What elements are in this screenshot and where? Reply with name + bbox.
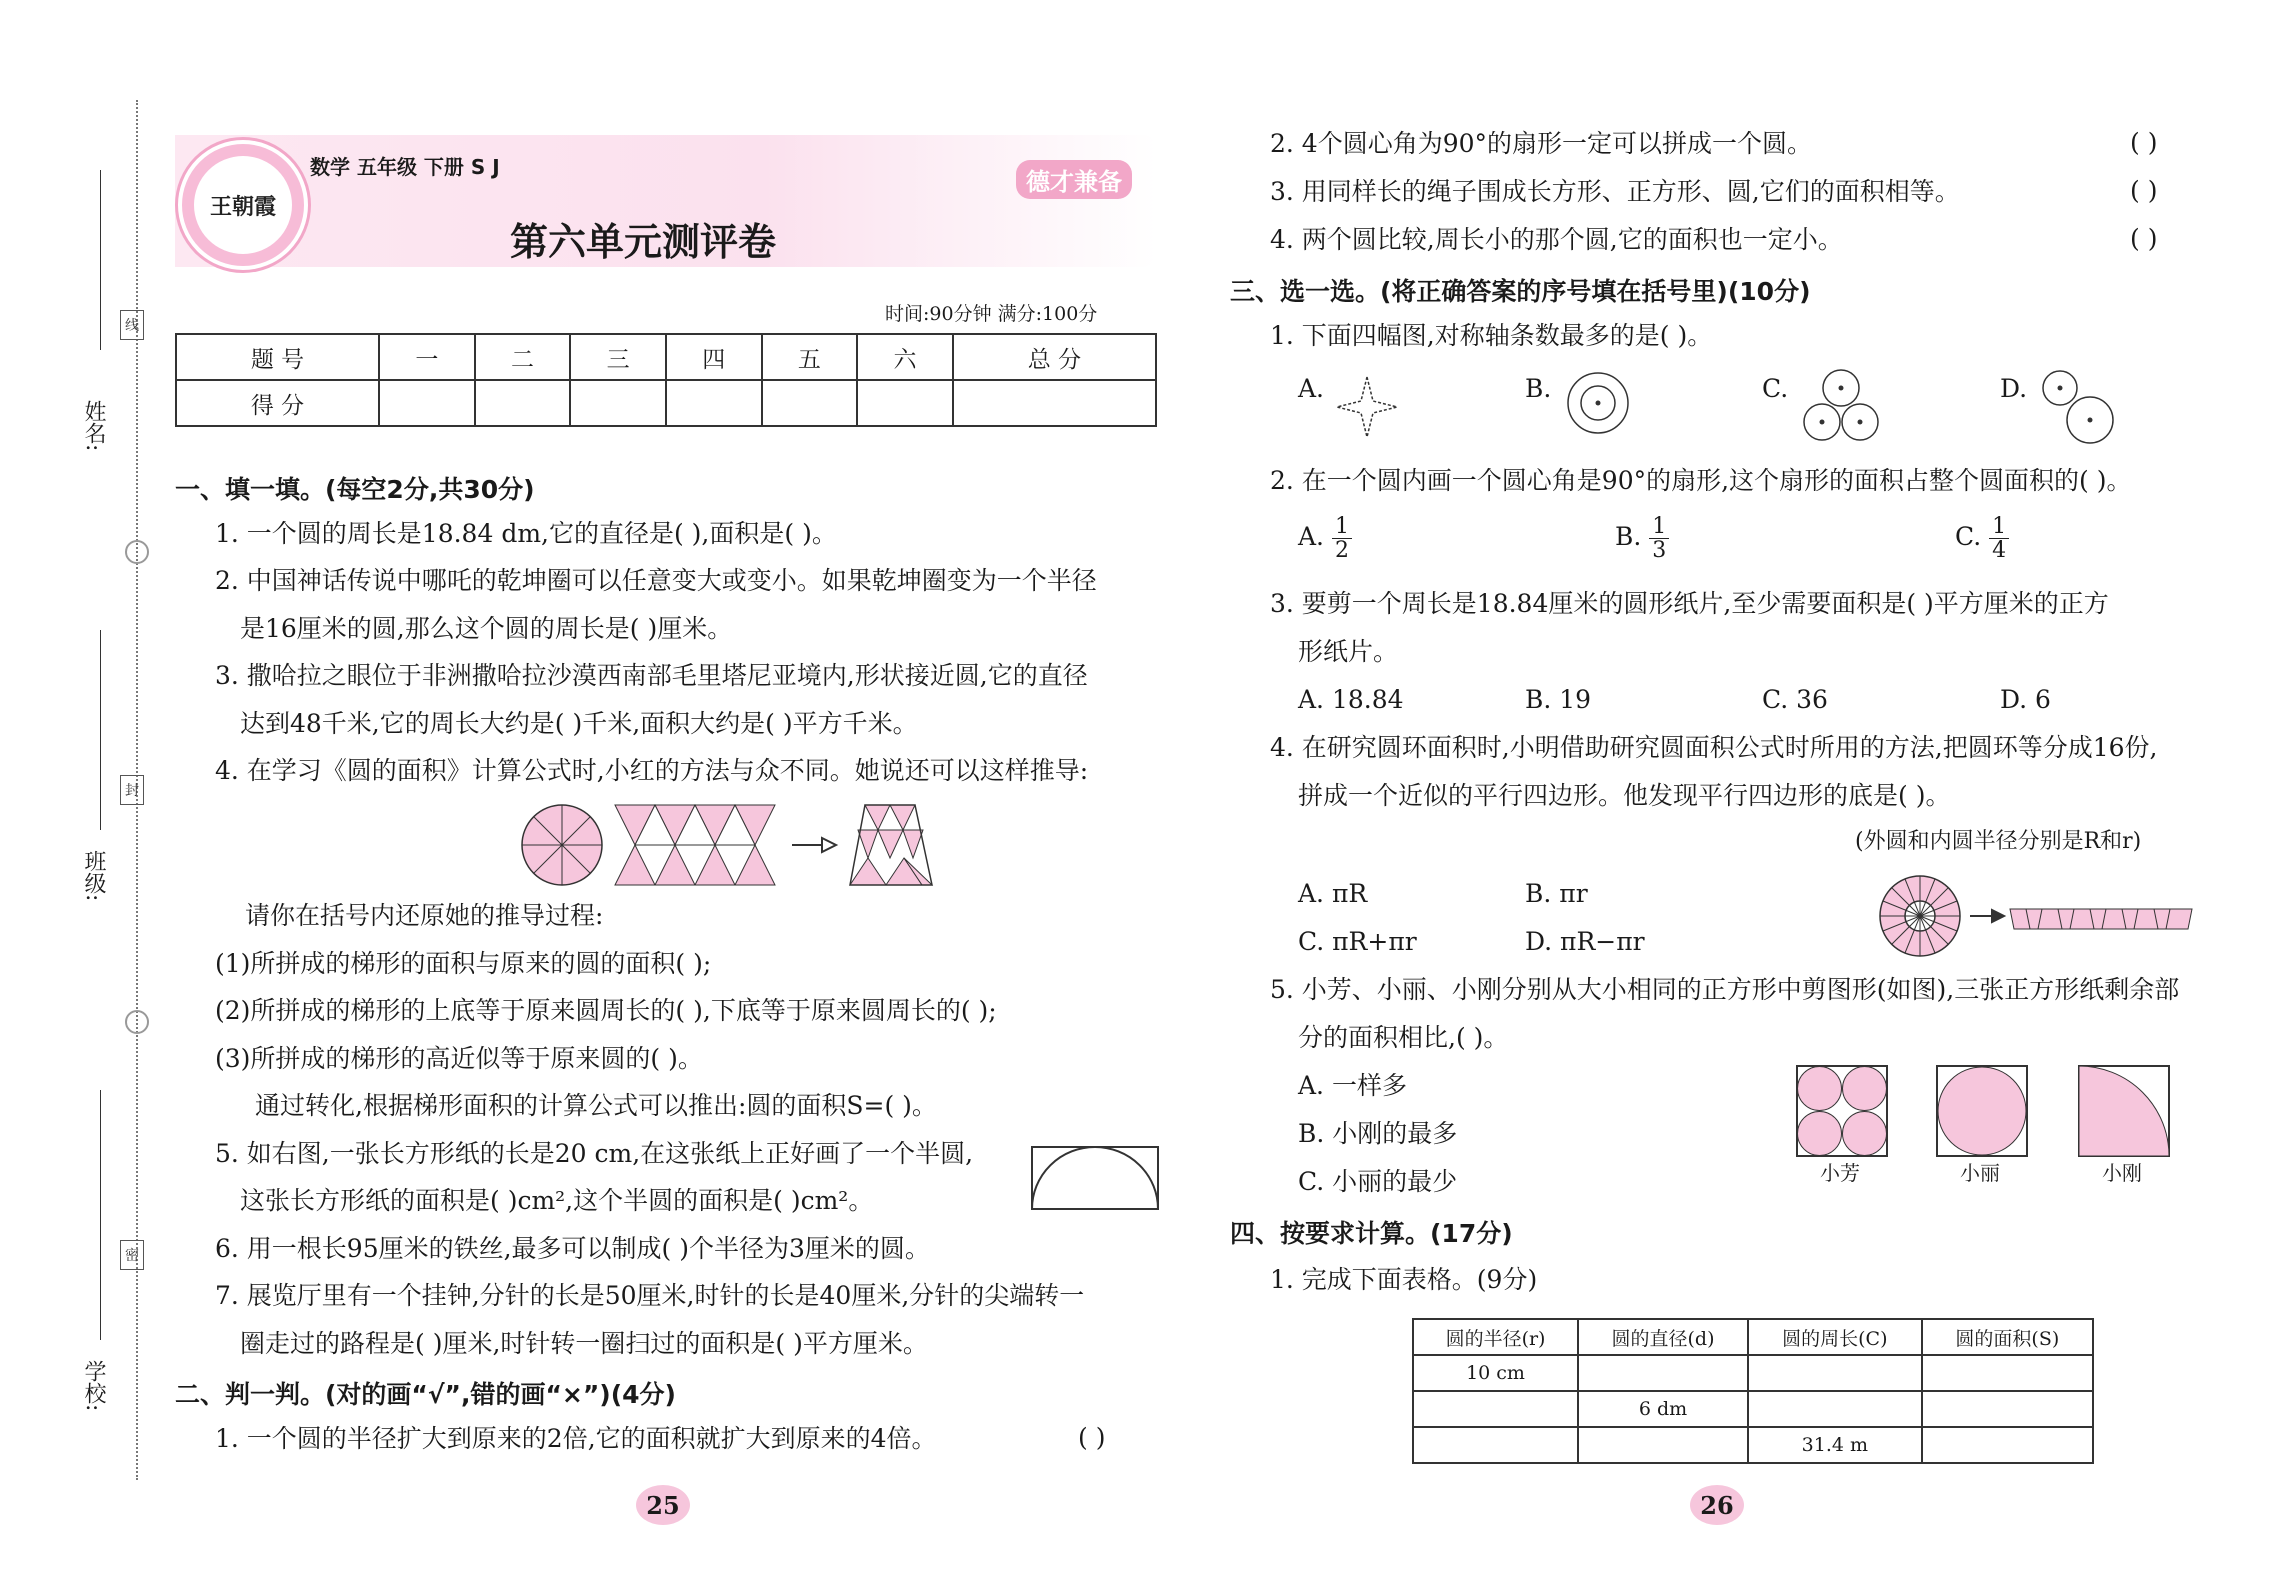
score-cell[interactable] bbox=[666, 380, 762, 426]
table-cell[interactable] bbox=[1413, 1427, 1578, 1463]
score-cell[interactable] bbox=[379, 380, 475, 426]
s3-q1-opt-a[interactable]: A. bbox=[1298, 374, 1325, 403]
section1-heading: 一、填一填。(每空2分,共30分) bbox=[175, 475, 535, 504]
s1-q2-line1: 2. 中国神话传说中哪吒的乾坤圈可以任意变大或变小。如果乾坤圈变为一个半径 bbox=[215, 566, 1097, 595]
score-header-cell: 四 bbox=[666, 334, 762, 380]
s3-q5-opt-b[interactable]: B. 小刚的最多 bbox=[1298, 1119, 1458, 1148]
two-circles-icon bbox=[2040, 368, 2116, 446]
score-header-cell: 二 bbox=[475, 334, 571, 380]
time-info: 时间:90分钟 满分:100分 bbox=[885, 303, 1098, 325]
table-header-cell: 圆的半径(r) bbox=[1413, 1319, 1578, 1355]
score-header-cell: 三 bbox=[570, 334, 666, 380]
answer-bracket[interactable]: ( ) bbox=[1078, 1423, 1106, 1452]
answer-bracket[interactable]: ( ) bbox=[2130, 176, 2158, 205]
table-cell[interactable] bbox=[1922, 1355, 2093, 1391]
figure-caption: 小刚 bbox=[2102, 1161, 2142, 1185]
option-letter: A. bbox=[1298, 522, 1325, 552]
fraction-one-half: $\frac{1}{2}$ bbox=[1332, 515, 1352, 562]
s2-q2: 2. 4个圆心角为90°的扇形一定可以拼成一个圆。 bbox=[1270, 129, 1813, 158]
s3-q4-opt-a[interactable]: A. πR bbox=[1298, 879, 1368, 908]
answer-bracket[interactable]: ( ) bbox=[2130, 128, 2158, 157]
s1-q1: 1. 一个圆的周长是18.84 dm,它的直径是( ),面积是( )。 bbox=[215, 519, 837, 548]
table-cell: 10 cm bbox=[1413, 1355, 1578, 1391]
s3-q3-opt-c[interactable]: C. 36 bbox=[1762, 685, 1828, 714]
figure-caption: 小丽 bbox=[1960, 1161, 2000, 1185]
s3-q1-opt-b[interactable]: B. bbox=[1525, 374, 1552, 403]
table-header-cell: 圆的面积(S) bbox=[1922, 1319, 2093, 1355]
page-number-right: 26 bbox=[1690, 1485, 1744, 1525]
s1-q7-line1: 7. 展览厅里有一个挂钟,分针的长是50厘米,时针的长是40厘米,分针的尖端转一 bbox=[215, 1281, 1085, 1310]
s3-q5-opt-a[interactable]: A. 一样多 bbox=[1298, 1071, 1407, 1100]
table-cell[interactable] bbox=[1922, 1391, 2093, 1427]
s3-q2-opt-b[interactable] bbox=[1615, 515, 1669, 562]
s1-q7-line2: 圈走过的路程是( )厘米,时针转一圈扫过的面积是( )平方厘米。 bbox=[240, 1329, 928, 1358]
brand-logo bbox=[178, 140, 308, 270]
s3-q3-line1: 3. 要剪一个周长是18.84厘米的圆形纸片,至少需要面积是( )平方厘米的正方 bbox=[1270, 589, 2109, 618]
section2-heading: 二、判一判。(对的画“√”,错的画“×”)(4分) bbox=[175, 1380, 676, 1409]
ring-icon bbox=[125, 540, 149, 564]
school-label: 学校: bbox=[81, 1360, 106, 1412]
s3-q4-opt-c[interactable]: C. πR+πr bbox=[1298, 927, 1417, 956]
score-header-cell: 题 号 bbox=[176, 334, 379, 380]
answer-bracket[interactable]: ( ) bbox=[2130, 224, 2158, 253]
s3-q1: 1. 下面四幅图,对称轴条数最多的是( )。 bbox=[1270, 321, 1713, 350]
s3-q5-line1: 5. 小芳、小丽、小刚分别从大小相同的正方形中剪图形(如图),三张正方形纸剩余部 bbox=[1270, 975, 2180, 1004]
table-cell: 31.4 m bbox=[1748, 1427, 1922, 1463]
page-number-left: 25 bbox=[636, 1485, 690, 1525]
s3-q3-opt-a[interactable]: A. 18.84 bbox=[1298, 685, 1404, 714]
table-cell[interactable] bbox=[1413, 1391, 1578, 1427]
fraction-one-third: $\frac{1}{3}$ bbox=[1649, 515, 1669, 562]
page-title: 第六单元测评卷 bbox=[510, 220, 777, 264]
score-header-cell: 五 bbox=[762, 334, 858, 380]
s2-q3: 3. 用同样长的绳子围成长方形、正方形、圆,它们的面积相等。 bbox=[1270, 177, 1960, 206]
class-label: 班级: bbox=[81, 850, 106, 902]
s2-q1: 1. 一个圆的半径扩大到原来的2倍,它的面积就扩大到原来的4倍。 bbox=[215, 1424, 937, 1453]
s4-q1: 1. 完成下面表格。(9分) bbox=[1270, 1265, 1538, 1294]
class-underline bbox=[100, 630, 101, 830]
score-header-cell: 一 bbox=[379, 334, 475, 380]
s3-q3-opt-d[interactable]: D. 6 bbox=[2000, 685, 2051, 714]
score-cell[interactable] bbox=[762, 380, 858, 426]
s1-q4: 4. 在学习《圆的面积》计算公式时,小红的方法与众不同。她说还可以这样推导: bbox=[215, 756, 1089, 785]
s1-q4-prompt: 请你在括号内还原她的推导过程: bbox=[245, 901, 604, 930]
subject-info: 数学 五年级 下册 S J bbox=[310, 155, 500, 179]
s3-q2-opt-a[interactable] bbox=[1298, 515, 1352, 562]
score-cell[interactable] bbox=[953, 380, 1156, 426]
four-point-star-icon bbox=[1335, 375, 1399, 439]
concentric-circles-icon bbox=[1565, 370, 1631, 436]
score-header-cell: 总 分 bbox=[953, 334, 1156, 380]
s3-q2: 2. 在一个圆内画一个圆心角是90°的扇形,这个扇形的面积占整个圆面积的( )。 bbox=[1270, 466, 2132, 495]
ring-icon bbox=[125, 1010, 149, 1034]
table-cell[interactable] bbox=[1922, 1427, 2093, 1463]
circle-calc-table bbox=[1412, 1318, 2094, 1464]
score-cell[interactable] bbox=[570, 380, 666, 426]
option-letter: B. bbox=[1615, 522, 1642, 552]
s1-q2-line2: 是16厘米的圆,那么这个圆的周长是( )厘米。 bbox=[240, 614, 733, 643]
s3-q1-opt-c[interactable]: C. bbox=[1762, 374, 1789, 403]
s1-q3-line2: 达到48千米,它的周长大约是( )千米,面积大约是( )平方千米。 bbox=[240, 709, 918, 738]
score-cell[interactable] bbox=[475, 380, 571, 426]
seal-mark-secret: 密 bbox=[120, 1240, 144, 1270]
section4-heading: 四、按要求计算。(17分) bbox=[1230, 1219, 1513, 1248]
seal-mark-line: 线 bbox=[120, 310, 144, 340]
s1-q5-line1: 5. 如右图,一张长方形纸的长是20 cm,在这张纸上正好画了一个半圆, bbox=[215, 1139, 974, 1168]
circle-to-trapezoid-figure bbox=[520, 800, 980, 890]
section3-heading: 三、选一选。(将正确答案的序号填在括号里)(10分) bbox=[1230, 277, 1811, 306]
s3-q2-opt-c[interactable] bbox=[1955, 515, 2009, 562]
table-cell[interactable] bbox=[1748, 1391, 1922, 1427]
s3-q4-line2: 拼成一个近似的平行四边形。他发现平行四边形的底是( )。 bbox=[1298, 781, 1951, 810]
table-cell[interactable] bbox=[1748, 1355, 1922, 1391]
semicircle-rectangle-figure bbox=[1030, 1145, 1160, 1211]
name-underline bbox=[100, 170, 101, 350]
quarter-circle-square-figure bbox=[2078, 1065, 2170, 1157]
s3-q3-line2: 形纸片。 bbox=[1298, 637, 1399, 666]
table-header-cell: 圆的周长(C) bbox=[1748, 1319, 1922, 1355]
score-cell[interactable] bbox=[857, 380, 953, 426]
s1-q6: 6. 用一根长95厘米的铁丝,最多可以制成( )个半径为3厘米的圆。 bbox=[215, 1234, 930, 1263]
option-letter: C. bbox=[1955, 522, 1982, 552]
motto-badge: 德才兼备 bbox=[1016, 160, 1132, 199]
s3-q4-line1: 4. 在研究圆环面积时,小明借助研究圆面积公式时所用的方法,把圆环等分成16份, bbox=[1270, 733, 2158, 762]
three-circles-icon bbox=[1800, 368, 1882, 444]
table-cell: 6 dm bbox=[1578, 1391, 1748, 1427]
table-header-cell: 圆的直径(d) bbox=[1578, 1319, 1748, 1355]
school-underline bbox=[100, 1090, 101, 1340]
seal-mark-seal: 封 bbox=[120, 775, 144, 805]
s1-q4-step1: (1)所拼成的梯形的面积与原来的圆的面积( ); bbox=[215, 949, 712, 978]
table-row bbox=[1413, 1391, 2093, 1427]
table-row bbox=[1413, 1355, 2093, 1391]
s1-q3-line1: 3. 撒哈拉之眼位于非洲撒哈拉沙漠西南部毛里塔尼亚境内,形状接近圆,它的直径 bbox=[215, 661, 1088, 690]
s1-q4-conclusion: 通过转化,根据梯形面积的计算公式可以推出:圆的面积S=( )。 bbox=[255, 1091, 937, 1120]
fraction-one-fourth: $\frac{1}{4}$ bbox=[1989, 515, 2009, 562]
s3-q1-opt-d[interactable]: D. bbox=[2000, 374, 2028, 403]
s3-q5-opt-c[interactable]: C. 小丽的最少 bbox=[1298, 1167, 1458, 1196]
s3-q4-note: (外圆和内圆半径分别是R和r) bbox=[1855, 829, 2142, 854]
table-cell[interactable] bbox=[1578, 1355, 1748, 1391]
score-table bbox=[175, 333, 1157, 427]
four-circles-square-figure bbox=[1796, 1065, 1888, 1157]
s3-q3-opt-b[interactable]: B. 19 bbox=[1525, 685, 1592, 714]
score-header-cell: 六 bbox=[857, 334, 953, 380]
score-row-label: 得 分 bbox=[176, 380, 379, 426]
name-label: 姓名: bbox=[81, 400, 106, 452]
s1-q5-line2: 这张长方形纸的面积是( )cm²,这个半圆的面积是( )cm²。 bbox=[240, 1186, 874, 1215]
ring-to-parallelogram-figure bbox=[1878, 873, 2198, 959]
one-circle-square-figure bbox=[1936, 1065, 2028, 1157]
s1-q4-step3: (3)所拼成的梯形的高近似等于原来圆的( )。 bbox=[215, 1044, 703, 1073]
s1-q4-step2: (2)所拼成的梯形的上底等于原来圆周长的( ),下底等于原来圆周长的( ); bbox=[215, 996, 997, 1025]
figure-caption: 小芳 bbox=[1820, 1161, 1860, 1185]
table-cell[interactable] bbox=[1578, 1427, 1748, 1463]
s3-q4-opt-d[interactable]: D. πR−πr bbox=[1525, 927, 1645, 956]
table-row bbox=[1413, 1427, 2093, 1463]
s2-q4: 4. 两个圆比较,周长小的那个圆,它的面积也一定小。 bbox=[1270, 225, 1843, 254]
s3-q5-line2: 分的面积相比,( )。 bbox=[1298, 1023, 1509, 1052]
brand-name: 王朝霞 bbox=[209, 194, 276, 220]
s3-q4-opt-b[interactable]: B. πr bbox=[1525, 879, 1588, 908]
